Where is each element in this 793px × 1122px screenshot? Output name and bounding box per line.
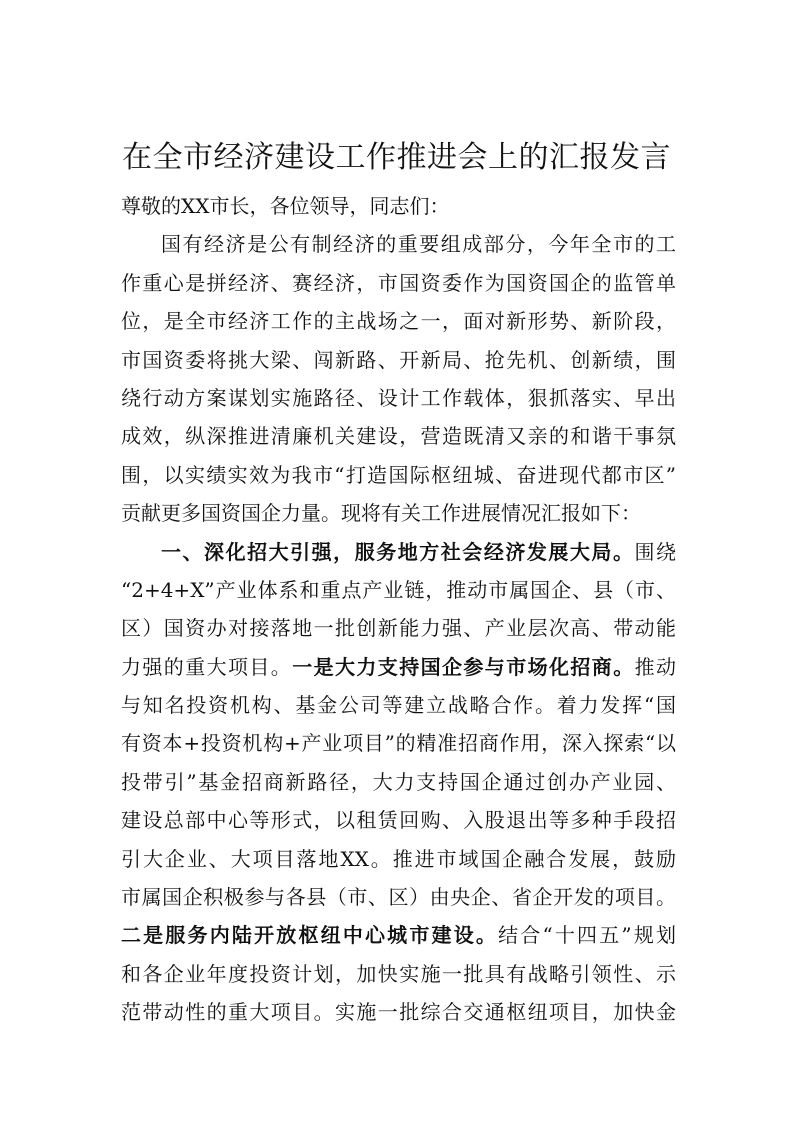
text-run: “2+4+X”产业体系和重点产业链，推动市属国企、县（市、 [121, 577, 676, 602]
text-line [121, 840, 676, 878]
text-run: 和各企业年度投资计划，加快实施一批具有战略引领性、示 [121, 961, 676, 986]
text-line [121, 609, 676, 647]
text-run: 国有经济是公有制经济的重要组成部分，今年全市的工 [161, 232, 676, 257]
text-line [121, 264, 676, 302]
text-run: 市属国企积极参与各县（市、区）由央企、省企开发的项目。 [121, 885, 676, 910]
text-line [121, 571, 676, 609]
bold-heading-run: 一是大力支持国企参与市场化招商。 [292, 654, 635, 679]
text-line [121, 916, 676, 954]
text-run: 围，以实绩实效为我市“打造国际枢纽城、奋进现代都市区” [121, 462, 676, 487]
text-run: 围绕 [634, 539, 677, 564]
text-line [121, 533, 676, 571]
text-line [121, 302, 676, 340]
text-line [121, 341, 676, 379]
text-run: 引大企业、大项目落地XX。推进市域国企融合发展，鼓励 [121, 846, 676, 871]
text-run: 位，是全市经济工作的主战场之一，面对新形势、新阶段， [121, 309, 676, 334]
text-line [121, 993, 676, 1031]
text-run: 区）国资办对接落地一批创新能力强、产业层次高、带动能 [121, 616, 676, 641]
text-run: 力强的重大项目。 [121, 654, 293, 679]
text-run: 与知名投资机构、基金公司等建立战略合作。着力发挥“国 [121, 693, 676, 718]
text-line [121, 955, 676, 993]
text-line [121, 878, 676, 916]
text-run: 范带动性的重大项目。实施一批综合交通枢纽项目，加快金 [121, 1000, 676, 1025]
paragraph-lines [121, 225, 676, 1031]
text-run: 贡献更多国资国企力量。现将有关工作进展情况汇报如下： [121, 501, 641, 526]
text-line [121, 648, 676, 686]
salutation: 尊敬的XX市长，各位领导，同志们： [121, 194, 450, 218]
text-line [121, 763, 676, 801]
text-run: 市国资委将挑大梁、闯新路、开新局、抢先机、创新绩，围 [121, 347, 676, 372]
text-run: 投带引”基金招商新路径，大力支持国企通过创办产业园、 [121, 769, 676, 794]
bold-heading-run: 二是服务内陆开放枢纽中心城市建设。 [121, 923, 499, 948]
text-line [121, 494, 676, 532]
text-run: 建设总部中心等形式，以租赁回购、入股退出等多种手段招 [121, 808, 676, 833]
text-line [121, 417, 676, 455]
text-line [121, 456, 676, 494]
text-line [121, 724, 676, 762]
text-line [121, 225, 676, 263]
text-run: 推动 [634, 654, 677, 679]
text-run: 绕行动方案谋划实施路径、设计工作载体，狠抓落实、早出 [121, 385, 676, 410]
document-title: 在全市经济建设工作推进会上的汇报发言 [122, 140, 671, 175]
text-run: 作重心是拼经济、赛经济，市国资委作为国资国企的监管单 [121, 270, 676, 295]
text-run: 有资本+投资机构+产业项目”的精准招商作用，深入探索“以 [121, 731, 676, 756]
text-run: 成效，纵深推进清廉机关建设，营造既清又亲的和谐干事氛 [121, 424, 676, 449]
text-line [121, 379, 676, 417]
text-run: 结合“十四五”规划 [498, 923, 676, 948]
text-line [121, 686, 676, 724]
text-line [121, 801, 676, 839]
bold-heading-run: 一、深化招大引强，服务地方社会经济发展大局。 [161, 539, 635, 564]
document-body [121, 187, 676, 1032]
